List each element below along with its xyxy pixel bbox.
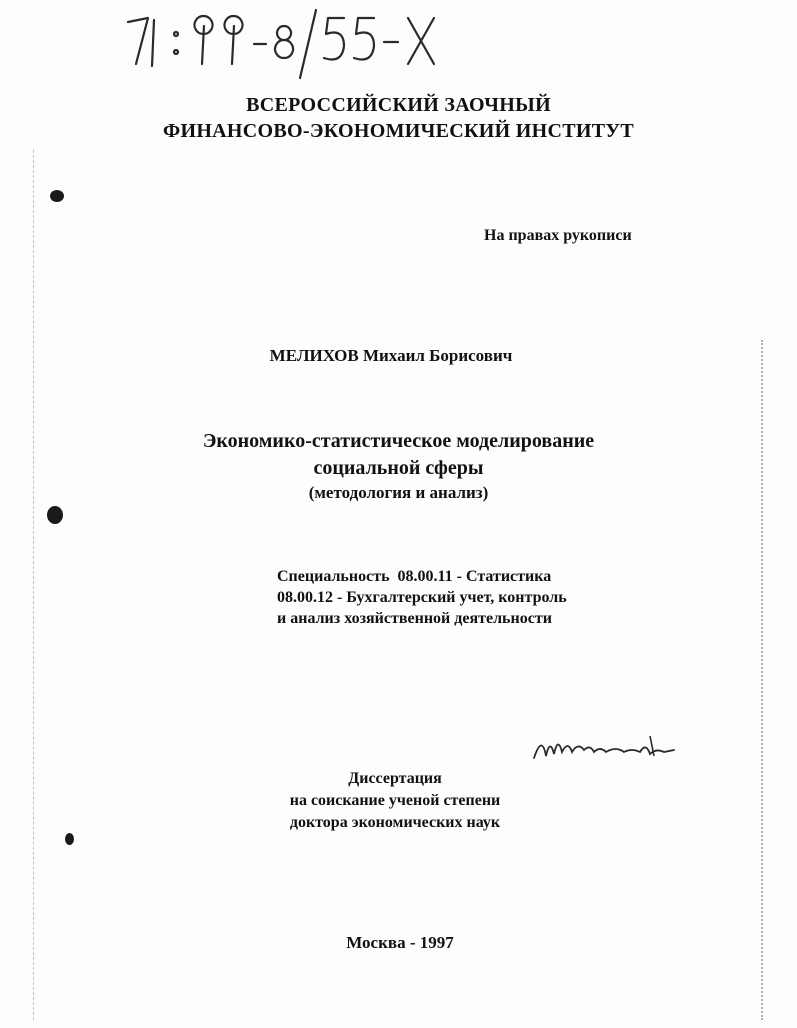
- binding-hole-mark: [50, 190, 64, 202]
- author-signature: [528, 728, 678, 768]
- author-name: МЕЛИХОВ Михаил Борисович: [269, 346, 513, 365]
- handwritten-archive-code: [118, 4, 458, 84]
- institute-name: [0, 92, 797, 144]
- manuscript-rights-note: На правах рукописи: [484, 227, 632, 244]
- dissertation-subtitle: (методология и анализ): [308, 483, 489, 502]
- title-line-2: социальной сферы: [313, 457, 484, 479]
- specialty-line-3: и анализ хозяйственной деятельности: [277, 610, 552, 627]
- degree-statement: [220, 768, 570, 834]
- scan-left-edge: [33, 150, 37, 1020]
- degree-line-2: на соискание ученой степени: [289, 792, 501, 809]
- specialty-line-2: 08.00.12 - Бухгалтерский учет, контроль: [277, 589, 567, 606]
- binding-hole-mark: [65, 833, 74, 845]
- binding-hole-mark: [47, 506, 63, 524]
- dissertation-title: [195, 428, 602, 482]
- specialty-block: [277, 566, 567, 629]
- place-and-year: Москва - 1997: [346, 933, 454, 952]
- scan-right-edge: [761, 340, 766, 1020]
- specialty-line-1: Специальность 08.00.11 - Статистика: [277, 568, 552, 585]
- title-line-1: Экономико-статистическое моделирование: [202, 430, 595, 452]
- degree-line-3: доктора экономических наук: [289, 814, 501, 831]
- institute-line-2: ФИНАНСОВО-ЭКОНОМИЧЕСКИЙ ИНСТИТУТ: [162, 120, 634, 142]
- degree-line-1: Диссертация: [348, 770, 442, 787]
- institute-line-1: ВСЕРОССИЙСКИЙ ЗАОЧНЫЙ: [246, 94, 551, 116]
